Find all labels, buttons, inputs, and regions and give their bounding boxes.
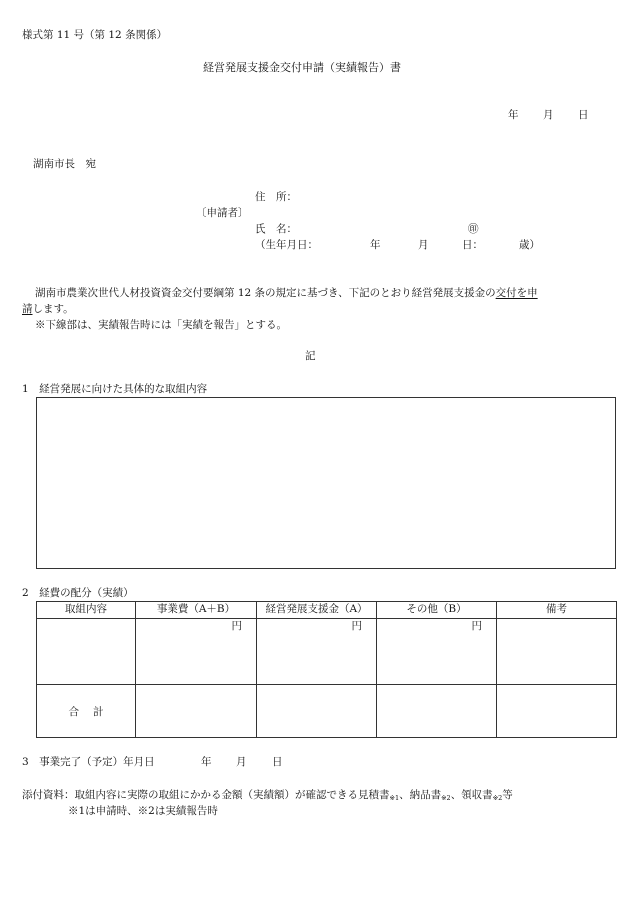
section3-label: 3 事業完了（予定）年月日 <box>22 756 155 768</box>
attachment-note-ref-3: ※2 <box>492 794 503 802</box>
total-row <box>37 685 617 738</box>
yen-unit: 円 <box>471 620 482 632</box>
completion-month-label: 月 <box>236 756 247 768</box>
col-header-content: 取組内容 <box>37 602 136 619</box>
attachment-line <box>22 788 513 805</box>
cost-allocation-table <box>36 601 617 738</box>
total-remarks[interactable] <box>497 685 617 738</box>
body-line-1 <box>35 286 538 300</box>
table-header-row <box>37 602 617 619</box>
col-header-remarks: 備考 <box>497 602 617 619</box>
applicant-label: 〔申請者〕 <box>196 207 249 219</box>
form-number: 様式第 11 号（第 12 条関係） <box>22 29 168 41</box>
name-label: 氏 名： <box>255 223 297 235</box>
seal-mark: ㊞ <box>468 223 479 235</box>
cell-other[interactable] <box>377 619 497 685</box>
body-line-2-text: します。 <box>32 303 74 315</box>
total-support-fund[interactable] <box>257 685 377 738</box>
yen-unit: 円 <box>351 620 362 632</box>
underline-note: ※下線部は、実績報告時には「実績を報告」とする。 <box>35 319 287 331</box>
document-title: 経営発展支援金交付申請（実績報告）書 <box>203 61 401 74</box>
age-label: 歳） <box>519 239 540 251</box>
address-label: 住 所： <box>255 191 297 203</box>
date-year-label: 年 <box>508 109 519 121</box>
body-line-2 <box>22 302 74 316</box>
body-underline-1: 交付を申 <box>495 287 538 299</box>
attachment-note-ref-2: ※2 <box>441 794 451 802</box>
date-month-label: 月 <box>543 109 554 121</box>
yen-unit: 円 <box>231 620 242 632</box>
cell-remarks[interactable] <box>497 619 617 685</box>
birth-year-label: 年 <box>370 239 381 251</box>
col-header-support-fund: 経営発展支援金（A） <box>257 602 377 619</box>
cell-support-fund[interactable] <box>257 619 377 685</box>
col-header-other: その他（B） <box>377 602 497 619</box>
body-line-1-text: 湖南市農業次世代人材投資資金交付要綱第 12 条の規定に基づき、下記のとおり経営発展支援金の <box>35 287 496 299</box>
total-label: 合計 <box>37 685 136 738</box>
section2-heading: 2 経費の配分（実績） <box>22 587 134 599</box>
birth-month-label: 月 <box>418 239 429 251</box>
ki-heading: 記 <box>305 350 316 362</box>
attachment-note: ※1は申請時、※2は実績報告時 <box>68 805 218 817</box>
attachment-mid-2: 、領収書 <box>450 789 493 801</box>
section1-heading: 1 経営発展に向けた具体的な取組内容 <box>22 383 208 395</box>
date-day-label: 日 <box>578 109 589 121</box>
body-underline-2: 請 <box>22 303 33 315</box>
attachment-mid-1: 、納品書 <box>399 789 442 801</box>
section1-content-box[interactable] <box>36 397 616 569</box>
completion-year-label: 年 <box>201 756 212 768</box>
table-row <box>37 619 617 685</box>
birth-open: （生年月日： <box>255 239 318 251</box>
completion-day-label: 日 <box>272 756 283 768</box>
addressee: 湖南市長 宛 <box>33 158 96 170</box>
cell-project-cost[interactable] <box>136 619 257 685</box>
total-other[interactable] <box>377 685 497 738</box>
attachment-note-ref-1: ※1 <box>389 794 400 802</box>
col-header-project-cost: 事業費（A＋B） <box>136 602 257 619</box>
cell-content[interactable] <box>37 619 136 685</box>
birth-day-label: 日： <box>462 239 483 251</box>
attachment-prefix: 添付資料：取組内容に実際の取組にかかる金額（実績額）が確認できる見積書 <box>22 789 390 801</box>
attachment-suffix: 等 <box>502 789 513 801</box>
total-project-cost[interactable] <box>136 685 257 738</box>
